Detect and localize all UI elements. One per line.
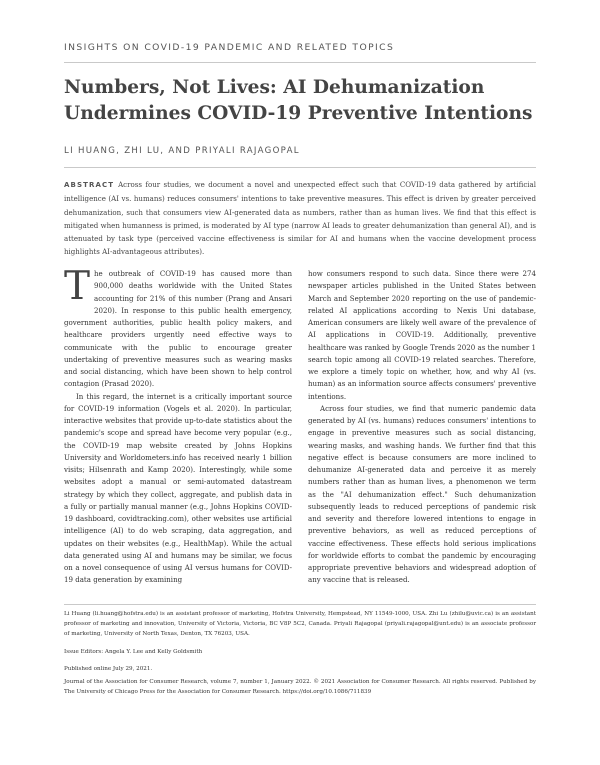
footnotes	[64, 609, 536, 697]
abstract-label: ABSTRACT	[64, 181, 115, 189]
author-line: LI HUANG, ZHI LU, AND PRIYALI RAJAGOPAL	[64, 146, 300, 156]
publication-date: Published online July 29, 2021.	[64, 665, 153, 672]
issue-editors: Issue Editors: Angela Y. Lee and Kelly Goldsmith	[64, 648, 203, 655]
abstract	[64, 178, 536, 259]
body-paragraph: In this regard, the internet is a critically important source for COVID-19 information (Vogels et al. 2020). In particular, interactive websites that provide up-to-date statistics about the pandemic's scope and spread have become very popular (e.g., the COVID-19 map website created by Johns Hopkins University and Worldometers.info has received nearly 1 billion visits; Hilsenrath and Kamp 2020). Interestingly, while some websites adopt a manual or semi-automated datastream strategy by which they collect, aggregate, and publish data in a fully or partially manual manner (e.g., Johns Hopkins COVID-19 dashboard, covidtracking.com), other websites use artificial intelligence (AI) to do web scraping, data aggregation, and updates on their websites (e.g., HealthMap). While the actual data generated using AI and humans may be similar, we focus on a novel consequence of using AI versus humans for COVID-19 data generation by examining	[64, 391, 292, 585]
abstract-text: Across four studies, we document a novel and unexpected effect such that COVID-19 data gathered by artificial intelligence (AI vs. humans) reduces consumers' intentions to take preventive measures. This effect is driven by greater perceived dehumanization, such that consumers view AI-generated data as numbers, rather than as human lives. We find that this effect is mitigated when humanness is primed, is moderated by AI type (narrow AI leads to greater dehumanization than general AI), and is attenuated by task type (perceived vaccine effectiveness is similar for AI and humans when the vaccine development process highlights AI-advantageous attributes).	[64, 180, 536, 257]
series-heading: INSIGHTS ON COVID-19 PANDEMIC AND RELATED TOPICS	[64, 42, 395, 53]
article-title: Numbers, Not Lives: AI Dehumanization Undermines COVID-19 Preventive Intentions	[64, 77, 533, 124]
journal-citation: Journal of the Association for Consumer Research, volume 7, number 1, January 2022. © 2021 Association for Consumer Research. All rights reserved. Published by The University of Chicago Press for the Association for Consumer Research. https://doi.org/10.1086/711839	[64, 679, 536, 696]
paragraph-text: he outbreak of COVID-19 has caused more than 900,000 deaths worldwide with the United States accounting for 21% of this number (Prang and Ansari 2020). In response to this public health emergency, government authorities, public health policy makers, and healthcare providers urgently need effective ways to communicate with the public to encourage greater undertaking of preventive measures such as wearing masks and social distancing, which have been shown to help control contagion (Prasad 2020).	[64, 269, 292, 389]
body-column-left	[64, 264, 292, 587]
body-paragraph	[64, 264, 292, 391]
author-affiliations: Li Huang (li.huang@hofstra.edu) is an assistant professor of marketing, Hofstra University, Hempstead, NY 11549-1000, USA. Zhi Lu (zhilu@uvic.ca) is an assistant professor of marketing and innovation, University of Victoria, Victoria, BC V8P 5C2, Canada. Priyali Rajagopal (priyali.rajagopal@unt.edu) is an associate professor of marketing, University of North Texas, Denton, TX 76203, USA.	[64, 611, 536, 638]
body-column-right	[308, 268, 536, 587]
header-rule	[64, 62, 536, 63]
body-paragraph: how consumers respond to such data. Since there were 274 newspaper articles published in the United States between March and September 2020 reporting on the use of pandemic-related AI applications according to Nexis Uni database, American consumers are likely well aware of the prevalence of AI applications in COVID-19. Additionally, preventive healthcare was ranked by Google Trends 2020 as the number 1 search topic among all COVID-19 related searches. Therefore, we explore a timely topic on whether, how, and why AI (vs. human) as an information source affects consumers' preventive intentions.	[308, 269, 536, 401]
drop-cap: T	[64, 264, 91, 309]
authors-rule	[64, 167, 536, 168]
footnote-rule	[64, 604, 536, 605]
body-paragraph: Across four studies, we find that numeric pandemic data generated by AI (vs. humans) reduces consumers' intentions to engage in preventive measures such as social distancing, wearing masks, and washing hands. We further find that this negative effect is because consumers are more inclined to dehumanize AI-generated data and perceive it as merely numbers rather than as human lives, a phenomenon we term as the "AI dehumanization effect." Such dehumanization subsequently leads to reduced perceptions of pandemic risk and severity and therefore lowered intentions to engage in preventive behaviors, as well as reduced perceptions of vaccine effectiveness. These effects hold serious implications for worldwide efforts to combat the pandemic by encouraging appropriate preventive behaviors and widespread adoption of any vaccine that is released.	[308, 403, 536, 585]
